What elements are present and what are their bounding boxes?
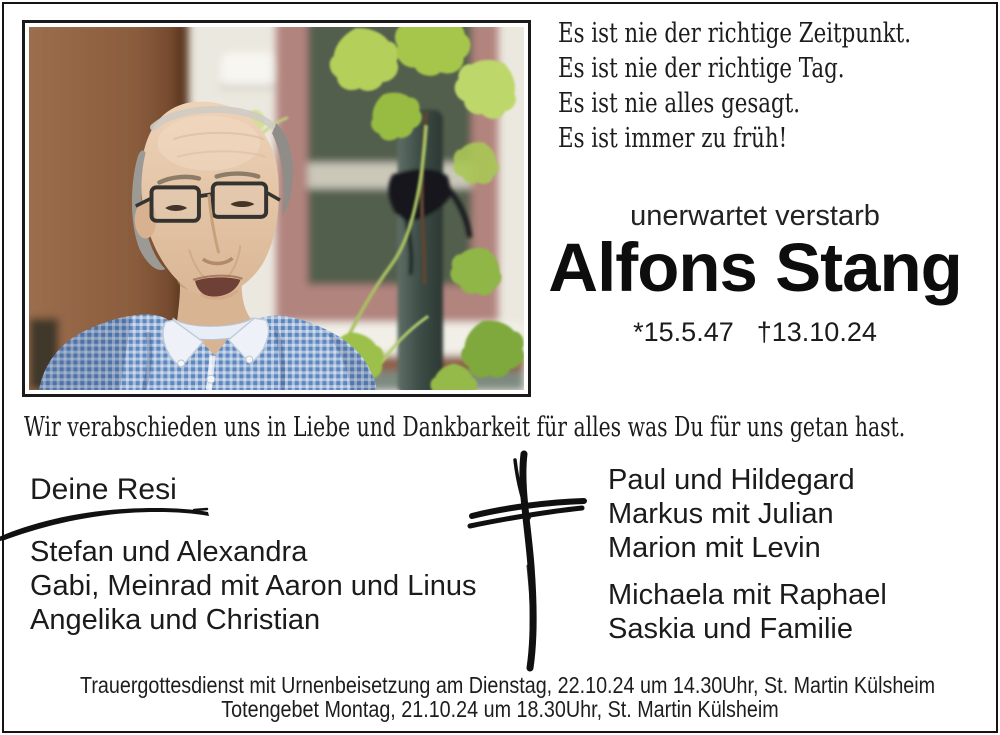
poem-line: Es ist nie alles gesagt. <box>558 88 801 119</box>
mourners-right-group2 <box>608 578 887 646</box>
mourners-left <box>30 535 477 637</box>
mourner-name: Angelika und Christian <box>30 604 321 636</box>
service-info <box>80 672 936 722</box>
service-line-1: Trauergottesdienst mit Urnenbeisetzung am Dienstag, 22.10.24 um 14.30Uhr, St. Martin Külsheim <box>80 672 936 698</box>
birth-date: *15.5.47 <box>633 317 734 347</box>
intro-text: unerwartet verstarb <box>630 200 880 232</box>
poem-block <box>558 16 911 156</box>
mourners-right-group1 <box>608 463 887 565</box>
deceased-name: Alfons Stang <box>548 229 962 306</box>
mourner-name: Paul und Hildegard <box>608 464 855 496</box>
mourner-name: Gabi, Meinrad mit Aaron und Linus <box>30 570 477 602</box>
death-date: †13.10.24 <box>756 317 877 347</box>
primary-mourner: Deine Resi <box>30 473 177 506</box>
mourner-name: Michaela mit Raphael <box>608 579 887 611</box>
poem-line: Es ist immer zu früh! <box>558 123 788 154</box>
poem-line: Es ist nie der richtige Tag. <box>558 53 845 84</box>
farewell-line: Wir verabschieden uns in Liebe und Dankbarkeit für alles was Du für uns getan hast. <box>24 411 906 443</box>
mourner-name: Saskia und Familie <box>608 613 853 645</box>
poem-line: Es ist nie der richtige Zeitpunkt. <box>558 18 912 49</box>
service-line-2: Totengebet Montag, 21.10.24 um 18.30Uhr, St. Martin Külsheim <box>221 696 779 722</box>
mourners-right <box>608 463 887 646</box>
mourner-name: Marion mit Levin <box>608 532 821 564</box>
life-dates <box>545 319 965 346</box>
portrait-photo-icon <box>29 27 524 390</box>
mourner-name: Markus mit Julian <box>608 498 834 530</box>
portrait-photo-frame <box>22 20 531 397</box>
mourning-cross-icon <box>458 446 598 676</box>
mourner-name: Stefan und Alexandra <box>30 536 308 568</box>
